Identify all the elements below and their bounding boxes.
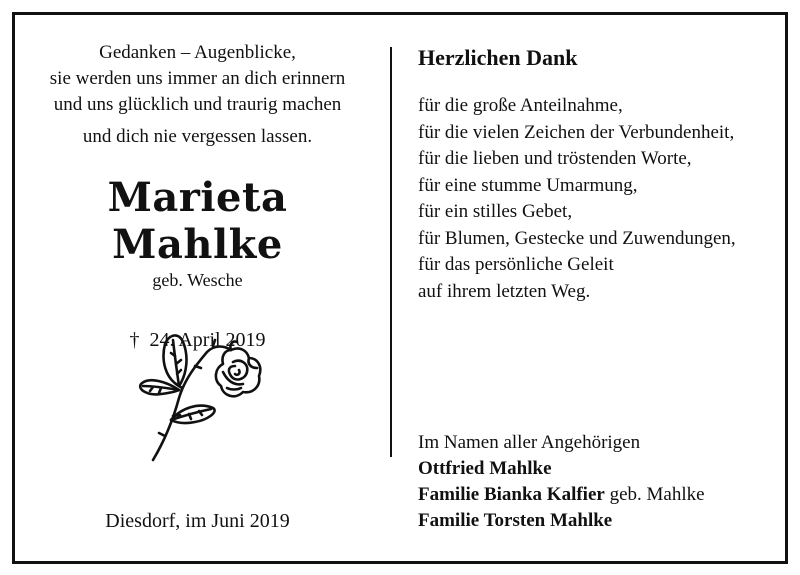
poem-line: Gedanken – Augenblicke, [99, 42, 296, 63]
memorial-poem [20, 40, 375, 150]
signatory-kalfier-name: Familie Bianka Kalfier [418, 484, 605, 505]
thanks-line: auf ihrem letzten Weg. [418, 280, 591, 302]
left-column [20, 40, 375, 352]
signatory-kalfier [418, 482, 778, 508]
rose-icon [135, 328, 270, 465]
dagger-icon: † [129, 329, 140, 351]
thanks-line: für eine stumme Umarmung, [418, 174, 638, 196]
thanks-line: für die vielen Zeichen der Verbundenheit, [418, 121, 735, 143]
signature-block [418, 430, 778, 534]
thanks-line: für ein stilles Gebet, [418, 201, 573, 222]
death-date: 24. April 2019 [149, 329, 266, 351]
signatory-kalfier-birthname: geb. Mahlke [609, 484, 705, 505]
signature-intro: Im Namen aller Angehörigen [418, 432, 641, 453]
signatory-ottfried: Ottfried Mahlke [418, 458, 552, 479]
poem-line: und dich nie vergessen lassen. [82, 126, 313, 147]
thanks-text [418, 93, 768, 305]
right-column [418, 45, 768, 305]
signatory-torsten: Familie Torsten Mahlke [418, 510, 613, 531]
deceased-name: Marieta Mahlke [107, 174, 288, 268]
column-divider [390, 47, 392, 457]
place-and-date: Diesdorf, im Juni 2019 [105, 510, 290, 532]
thanks-line: für das persönliche Geleit [418, 254, 614, 275]
thanks-line: für die lieben und tröstenden Worte, [418, 148, 692, 169]
thanks-line: für Blumen, Gestecke und Zuwendungen, [418, 227, 736, 249]
thanks-heading: Herzlichen Dank [418, 45, 578, 70]
birth-name: geb. Wesche [152, 270, 243, 290]
poem-line: und uns glücklich und traurig machen [53, 94, 342, 115]
thanks-line: für die große Anteilnahme, [418, 95, 623, 116]
poem-line: sie werden uns immer an dich erinnern [49, 68, 346, 89]
